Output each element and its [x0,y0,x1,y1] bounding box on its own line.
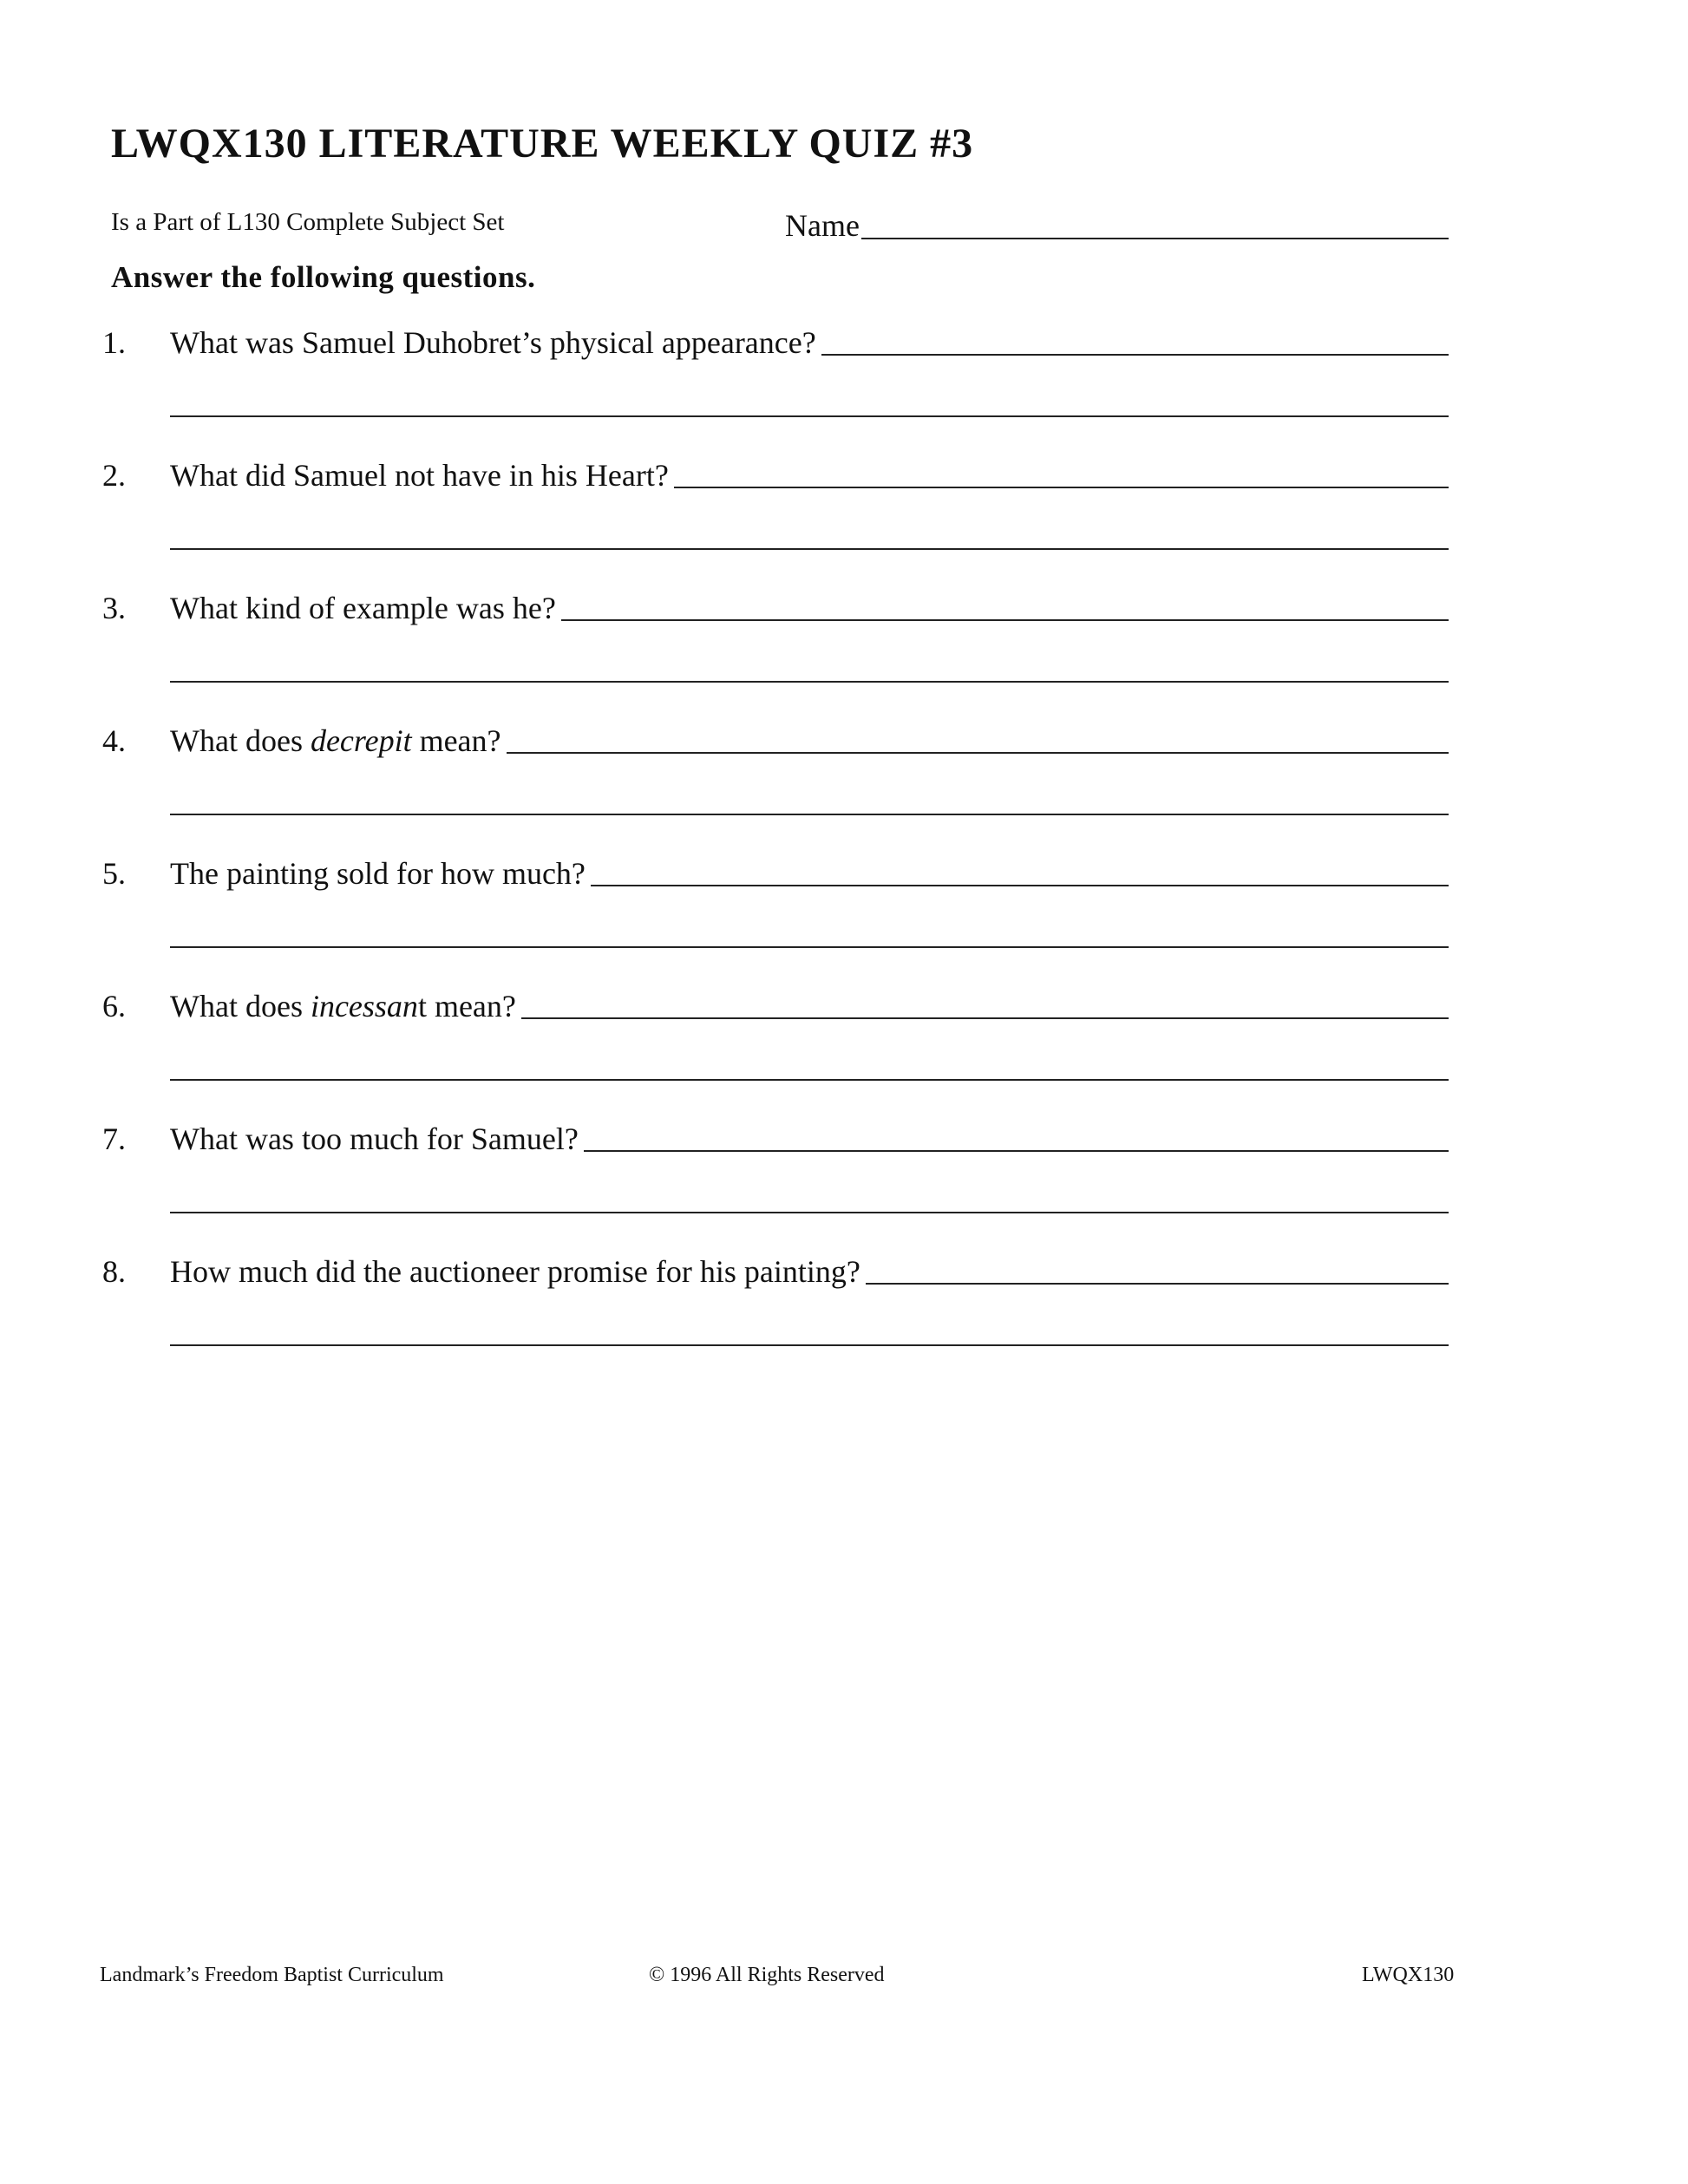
name-answer-line[interactable] [861,238,1449,239]
question-number: 7. [102,1121,126,1156]
question-text-part: What was too much for Samuel? [170,1121,579,1156]
question-text [170,327,816,358]
footer-copyright: © 1996 All Rights Reserved [649,1964,885,1986]
question-1 [0,315,1688,428]
question-row [102,1111,1449,1154]
answer-line[interactable] [591,885,1449,886]
question-7 [0,1111,1688,1224]
question-4 [0,713,1688,826]
instructions: Answer the following questions. [111,260,536,294]
question-text [170,1256,860,1287]
question-text-part: mean? [411,723,501,758]
question-text [170,725,501,756]
question-text-part: How much did the auctioneer promise for his painting? [170,1254,860,1289]
question-row [102,846,1449,889]
question-text [170,592,556,624]
answer-line[interactable] [170,548,1449,550]
answer-line[interactable] [170,681,1449,683]
footer-publisher: Landmark’s Freedom Baptist Curriculum [100,1964,444,1986]
question-text [170,460,669,491]
name-label: Name [785,208,860,243]
name-field[interactable] [785,201,1449,241]
answer-line[interactable] [561,619,1449,621]
answer-line[interactable] [674,487,1449,488]
question-row [102,448,1449,491]
answer-line[interactable] [170,415,1449,417]
question-number: 8. [102,1254,126,1289]
question-text-part: What was Samuel Duhobret’s physical appearance? [170,325,816,360]
question-number: 6. [102,989,126,1023]
question-text [170,991,516,1022]
question-2 [0,448,1688,560]
question-row [102,315,1449,358]
question-number: 3. [102,591,126,625]
question-row [102,1244,1449,1287]
question-number: 1. [102,325,126,360]
question-number: 4. [102,723,126,758]
question-text-part: t mean? [417,989,516,1023]
answer-line[interactable] [170,1344,1449,1346]
question-text-part: What kind of example was he? [170,591,556,625]
question-text-part: What did Samuel not have in his Heart? [170,458,669,493]
question-3 [0,580,1688,693]
page-title: LWQX130 LITERATURE WEEKLY QUIZ #3 [111,121,974,167]
question-text-part: What does [170,723,311,758]
answer-line[interactable] [170,1079,1449,1081]
question-number: 2. [102,458,126,493]
subject-set-note: Is a Part of L130 Complete Subject Set [111,208,505,236]
question-row [102,580,1449,624]
question-8 [0,1244,1688,1357]
question-text-part: The painting sold for how much? [170,856,586,891]
question-5 [0,846,1688,958]
answer-line[interactable] [170,946,1449,948]
question-6 [0,978,1688,1091]
answer-line[interactable] [507,752,1449,754]
question-text-part: What does [170,989,311,1023]
footer-code: LWQX130 [1362,1964,1455,1986]
answer-line[interactable] [170,1212,1449,1213]
question-term: decrepit [310,723,412,758]
answer-line[interactable] [866,1283,1449,1285]
question-row [102,713,1449,756]
answer-line[interactable] [521,1017,1449,1019]
question-text [170,858,586,889]
question-term: incessan [310,989,418,1023]
answer-line[interactable] [821,354,1449,356]
answer-line[interactable] [170,814,1449,815]
answer-line[interactable] [584,1150,1449,1152]
question-text [170,1123,579,1154]
question-number: 5. [102,856,126,891]
question-row [102,978,1449,1022]
